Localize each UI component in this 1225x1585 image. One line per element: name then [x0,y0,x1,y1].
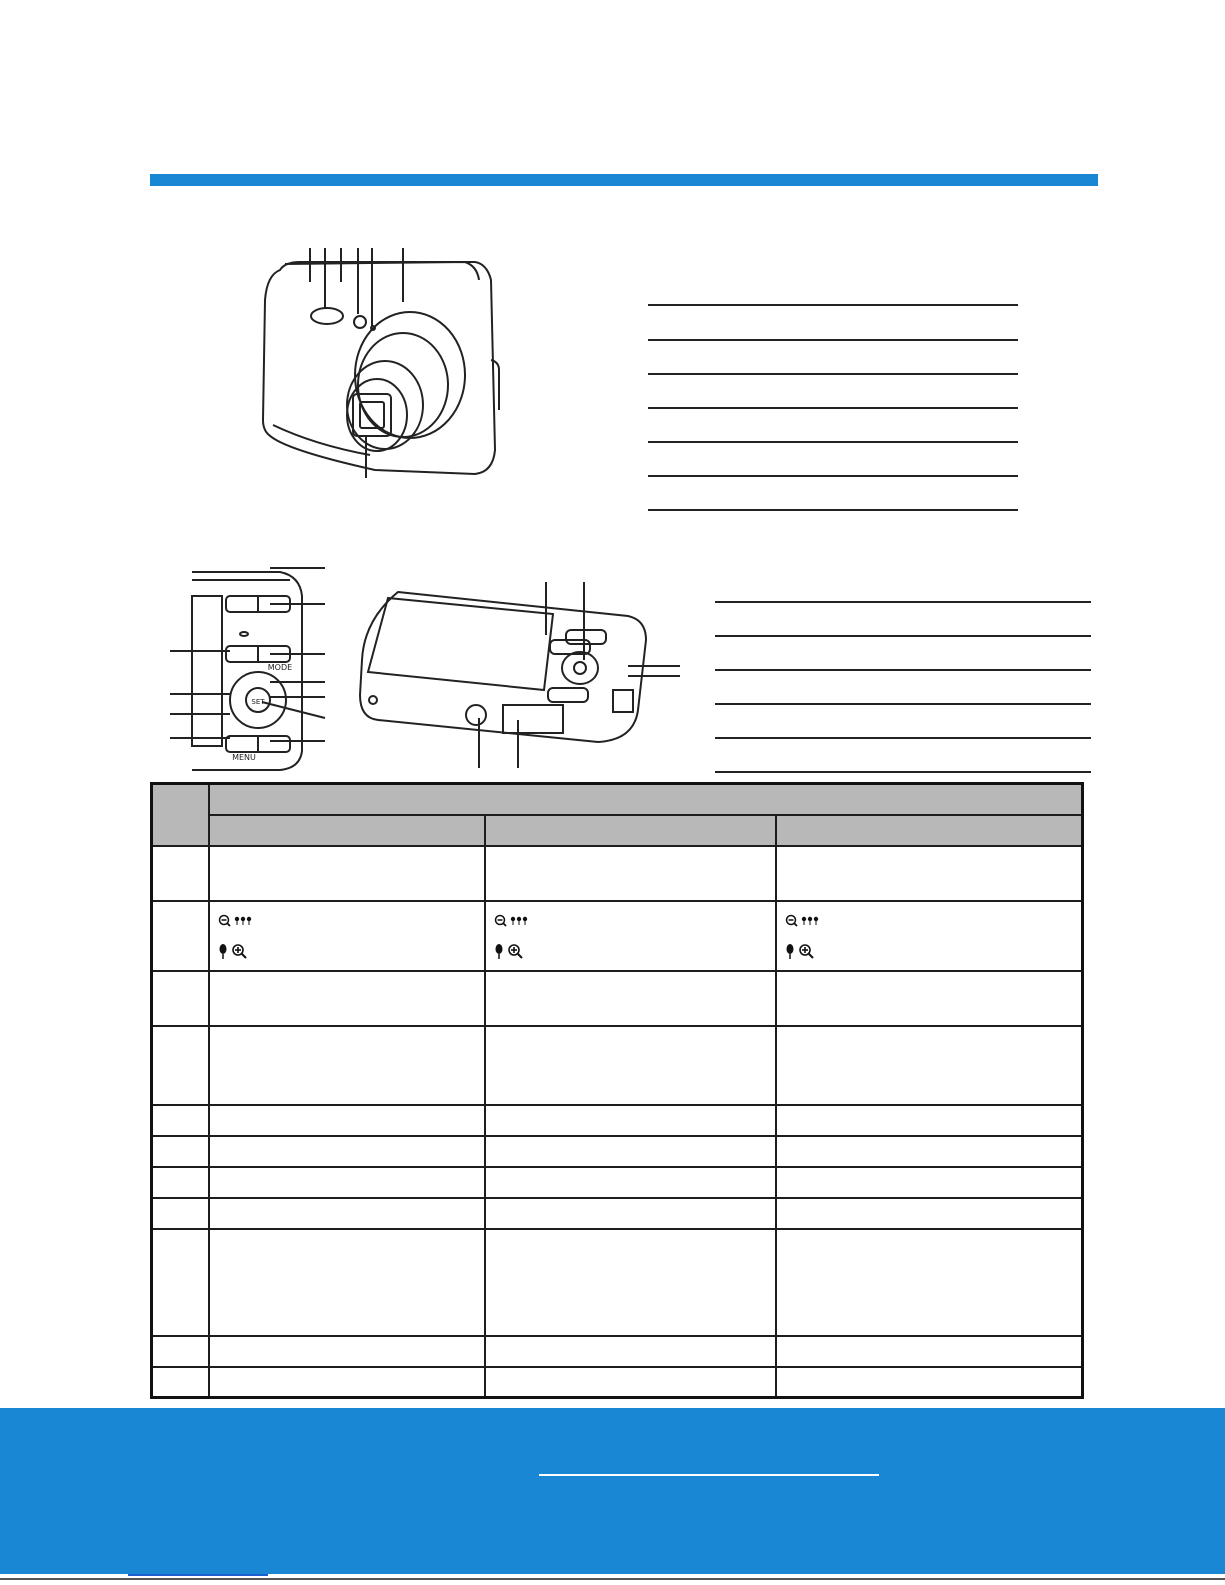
zoom-in-icon [218,942,252,960]
menu-label: MENU [232,753,256,762]
function-table [150,782,1084,1399]
table-header-cell [485,815,776,846]
zoom-out-icon [494,913,528,929]
table-row [152,1229,1083,1336]
callout-line [715,669,1091,671]
callout-line [715,601,1091,603]
table-row [152,1105,1083,1136]
table-header-cell [209,784,1083,815]
camera-front-illustration [255,240,500,485]
callout-line [648,509,1018,511]
callout-line [715,771,1091,773]
zoom-out-icon [785,913,819,929]
table-row [152,846,1083,901]
camera-bottom-illustration [358,580,688,770]
camera-back-illustration [170,566,340,776]
table-header-cell [152,784,209,846]
callout-line [648,304,1018,306]
zoom-in-icon [494,942,528,960]
table-row [152,901,1083,971]
footer-link-underline[interactable] [539,1474,879,1476]
callout-line [715,737,1091,739]
page-bottom-rule [0,1578,1225,1580]
table-row [152,1336,1083,1367]
bottom-link-underline[interactable] [128,1574,268,1576]
callout-line [648,475,1018,477]
set-label: SET [251,698,265,706]
table-row [152,1026,1083,1105]
callout-line [648,339,1018,341]
table-row [152,1198,1083,1229]
zoom-in-icon [785,942,819,960]
callout-line [715,703,1091,705]
table-row [152,1136,1083,1167]
callout-line [648,441,1018,443]
table-header-cell [776,815,1083,846]
table-row [152,971,1083,1026]
title-rule [150,174,1098,186]
table-row [152,1167,1083,1198]
callout-line [648,407,1018,409]
table-row [152,1367,1083,1398]
footer-band [0,1408,1225,1574]
callout-line [648,373,1018,375]
callout-line [715,635,1091,637]
mode-label: MODE [267,663,293,672]
zoom-out-icon [218,913,252,929]
table-header-cell [209,815,485,846]
